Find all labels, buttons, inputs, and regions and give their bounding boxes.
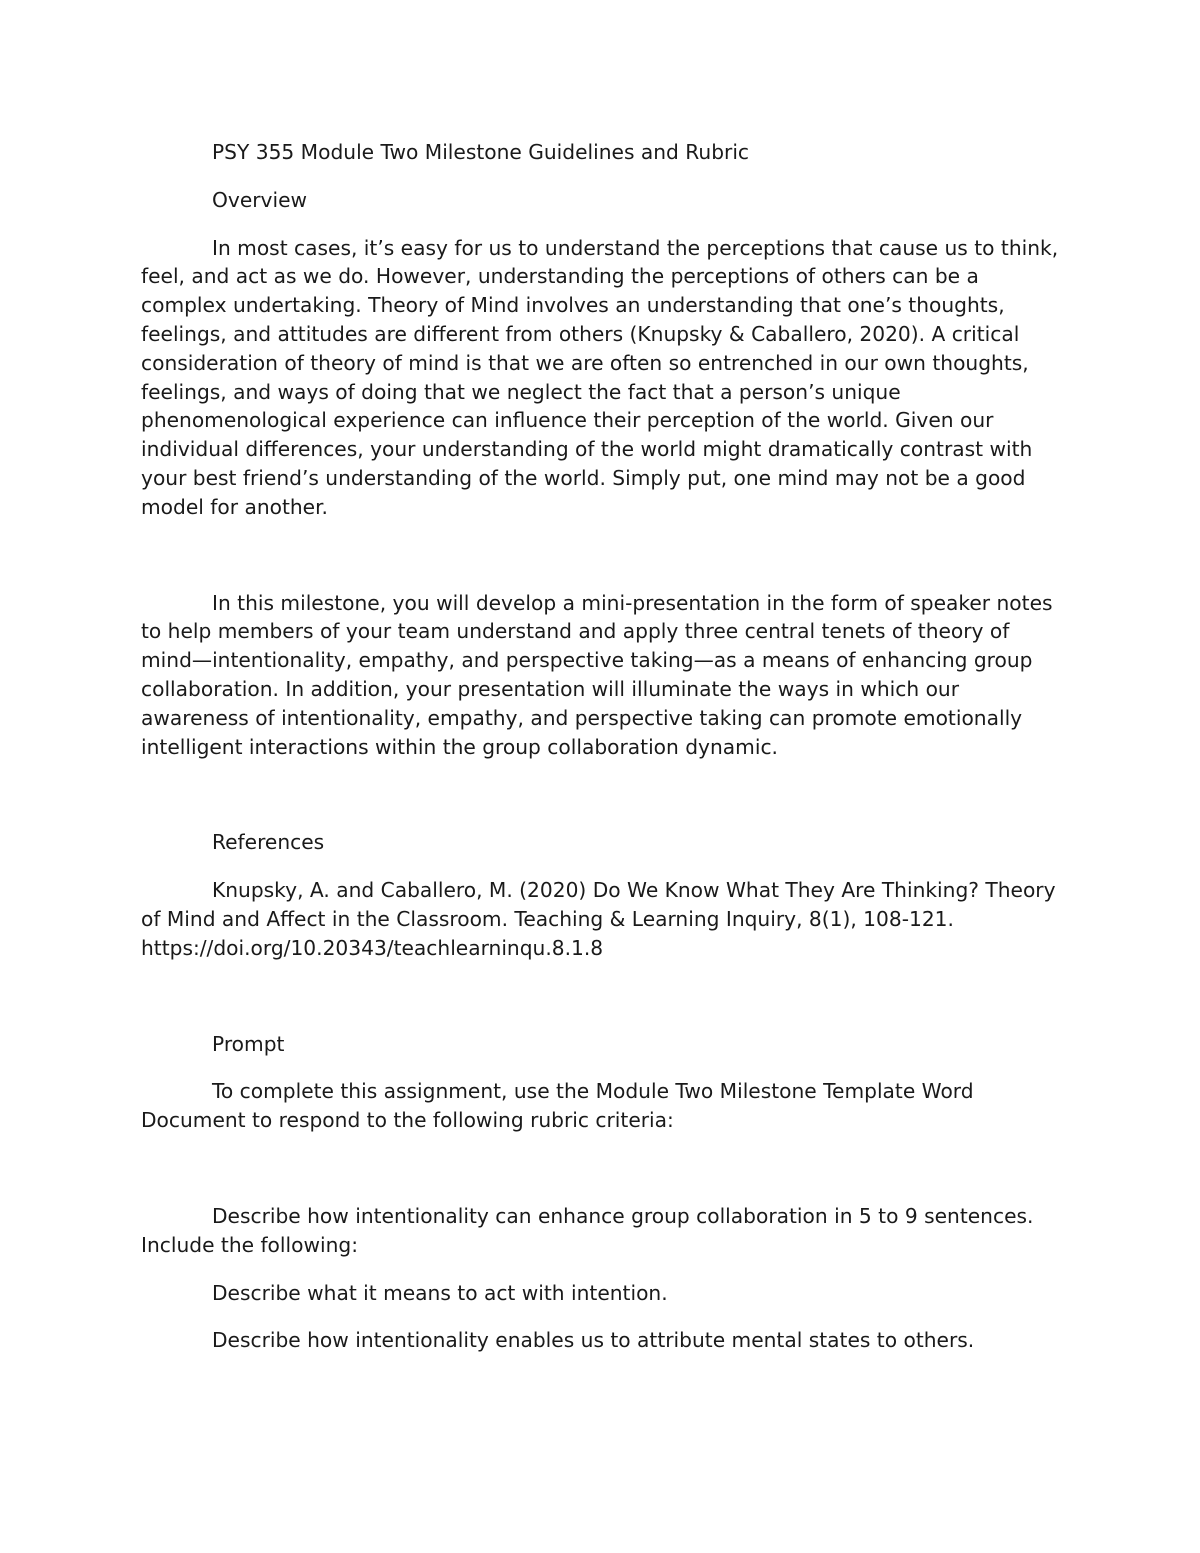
milestone-paragraph: In this milestone, you will develop a mini-presentation in the form of speaker notes to help members of your team understand and apply three central tenets of theory of mind—intentionality, empathy, and perspective taking—as a means of enhancing group collaboration. In addition, your presentation will illuminate the ways in which our awareness of intentionality, empathy, and perspective taking can promote emotionally intelligent interactions within the group collaboration dynamic. <box>141 590 1053 759</box>
criterion-act-with-intention: Describe what it means to act with intention. <box>212 1280 668 1305</box>
document-page <box>141 138 1061 1355</box>
criterion-mental-states: Describe how intentionality enables us to attribute mental states to others. <box>212 1328 975 1353</box>
criterion-intentionality: Describe how intentionality can enhance group collaboration in 5 to 9 sentences. Include the following: <box>141 1203 1034 1257</box>
prompt-heading: Prompt <box>212 1031 285 1056</box>
overview-heading: Overview <box>212 187 308 212</box>
prompt-paragraph: To complete this assignment, use the Module Two Milestone Template Word Document to respond to the following rubric criteria: <box>141 1079 974 1133</box>
references-heading: References <box>212 830 325 855</box>
document-title: PSY 355 Module Two Milestone Guidelines and Rubric <box>212 140 750 164</box>
reference-entry: Knupsky, A. and Caballero, M. (2020) Do We Know What They Are Thinking? Theory of Mind and Affect in the Classroom. Teaching & Learning Inquiry, 8(1), 108-121. https://doi.org/10.20343/teachlearninqu.8.1.8 <box>141 878 1056 960</box>
overview-paragraph: In most cases, it’s easy for us to understand the perceptions that cause us to think, feel, and act as we do. However, understanding the perceptions of others can be a complex undertaking. Theory of Mind involves an understanding that one’s thoughts, feelings, and attitudes are different from others (Knupsky & Caballero, 2020). A critical consideration of theory of mind is that we are often so entrenched in our own thoughts, feelings, and ways of doing that we neglect the fact that a person’s unique phenomenological experience can influence their perception of the world. Given our individual differences, your understanding of the world might dramatically contrast with your best friend’s understanding of the world. Simply put, one mind may not be a good model for another. <box>141 235 1059 519</box>
